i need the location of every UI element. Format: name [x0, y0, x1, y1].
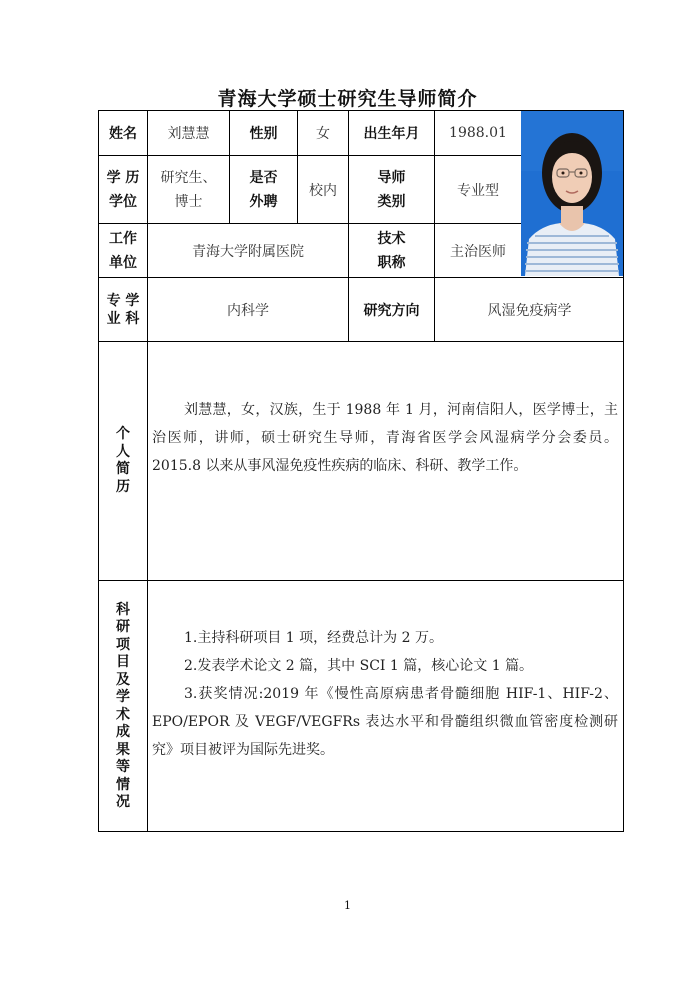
document-title: 青海大学硕士研究生导师简介 — [217, 88, 478, 110]
project-item: 2.发表学术论文 2 篇，其中 SCI 1 篇，核心论文 1 篇。 — [184, 658, 534, 674]
gender-value: 女 — [297, 110, 348, 155]
education-value-line1: 研究生、 — [160, 169, 217, 186]
projects-label-char: 研 — [116, 619, 130, 635]
projects-label-char: 果 — [116, 741, 130, 758]
projects-label-char: 等 — [116, 759, 130, 775]
projects-label-char: 项 — [116, 636, 130, 653]
page-number: 1 — [344, 899, 351, 912]
education-label-line1: 学 历 — [106, 169, 140, 186]
name-value: 刘慧慧 — [147, 110, 229, 155]
projects-label-char: 术 — [116, 706, 130, 723]
project-item: 3.获奖情况:2019 年《慢性高原病患者骨髓细胞 HIF-1、HIF-2、EPO/EPOR 及 VEGF/VEGFRs 表达水平和骨髓组织微血管密度检测研究》项目被评为国际先进奖。 — [152, 686, 618, 758]
project-item: 1.主持科研项目 1 项，经费总计为 2 万。 — [184, 630, 443, 646]
mentor-type-label-line2: 类别 — [377, 193, 406, 210]
work-unit-label-line2: 单位 — [109, 254, 137, 271]
work-unit-label — [98, 223, 147, 277]
education-label — [98, 155, 147, 223]
projects-label-char: 目 — [116, 654, 130, 670]
external-label — [229, 155, 297, 223]
resume-label — [98, 341, 147, 580]
birth-value: 1988.01 — [434, 110, 521, 155]
resume-label-char: 人 — [116, 443, 130, 460]
projects-label-char: 科 — [116, 601, 130, 618]
major-label-line1: 专 学 — [106, 292, 140, 309]
education-value — [147, 155, 229, 223]
resume-text: 刘慧慧，女，汉族，生于 1988 年 1 月，河南信阳人，医学博士，主治医师，讲师，硕士研究生导师，青海省医学会风湿病学分会委员。2015.8 以来从事风湿免疫性疾病的临床、科研、教学工作。 — [152, 402, 618, 474]
title-value: 主治医师 — [434, 223, 521, 277]
work-unit-value: 青海大学附属医院 — [147, 223, 348, 277]
research-label: 研究方向 — [348, 277, 434, 341]
projects-label-char: 况 — [116, 794, 130, 810]
work-unit-label-line1: 工作 — [109, 230, 137, 247]
education-label-line2: 学位 — [109, 193, 137, 210]
projects-label-char: 成 — [116, 724, 130, 740]
external-label-line1: 是否 — [249, 169, 278, 186]
gender-label: 性别 — [229, 110, 297, 155]
external-label-line2: 外聘 — [249, 193, 278, 210]
projects-label-char: 情 — [116, 776, 130, 793]
portrait-photo — [521, 111, 623, 276]
title-label-line1: 技术 — [377, 230, 406, 247]
name-label: 姓名 — [98, 110, 147, 155]
major-label — [98, 277, 147, 341]
major-value: 内科学 — [147, 277, 348, 341]
research-value: 风湿免疫病学 — [434, 277, 624, 341]
education-value-line2: 博士 — [174, 193, 203, 210]
projects-list — [152, 624, 618, 764]
mentor-type-label — [348, 155, 434, 223]
external-value: 校内 — [297, 155, 348, 223]
projects-label — [98, 580, 147, 832]
major-label-line2: 业 科 — [106, 310, 140, 327]
projects-label-char: 及 — [116, 671, 130, 688]
resume-label-char: 简 — [116, 461, 130, 477]
title-label — [348, 223, 434, 277]
mentor-info-table — [98, 110, 624, 833]
mentor-type-value: 专业型 — [434, 155, 521, 223]
title-label-line2: 职称 — [377, 254, 406, 271]
projects-label-char: 学 — [116, 689, 130, 705]
resume-label-char: 历 — [116, 478, 130, 495]
resume-label-char: 个 — [116, 426, 130, 442]
mentor-type-label-line1: 导师 — [377, 169, 406, 186]
portrait-image — [521, 111, 623, 276]
birth-label: 出生年月 — [348, 110, 434, 155]
